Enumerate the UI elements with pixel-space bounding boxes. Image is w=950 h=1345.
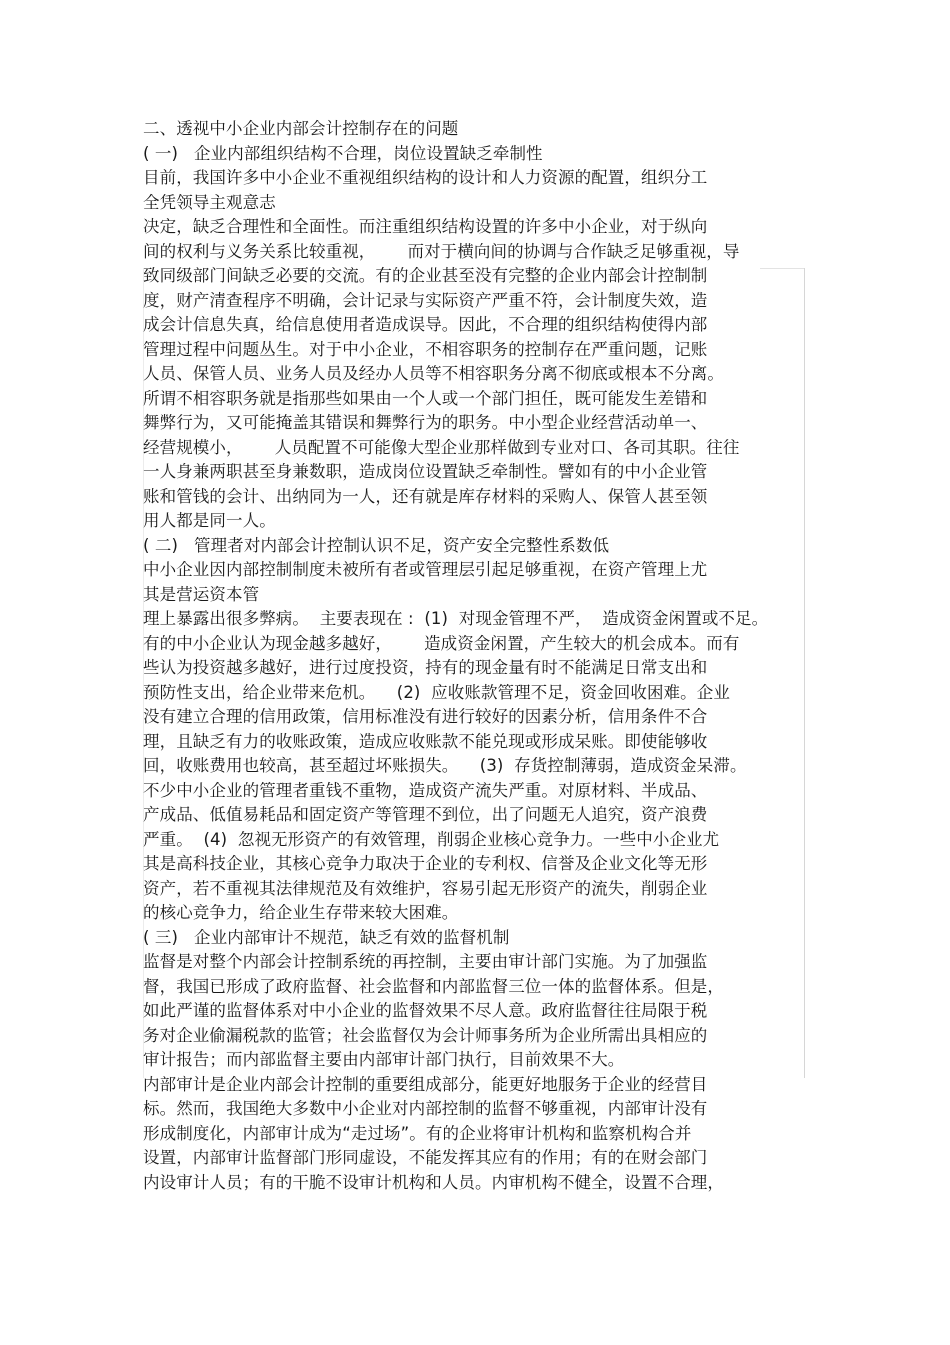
text-line: 成会计信息失真，给信息使用者造成误导。因此，不合理的组织结构使得内部 xyxy=(143,315,708,334)
text-line: 监督是对整个内部会计控制系统的再控制，主要由审计部门实施。为了加强监 xyxy=(143,952,708,971)
text-line: ( 一) 企业内部组织结构不合理，岗位设置缺乏牵制性 xyxy=(143,143,543,163)
text-line: 设置，内部审计监督部门形同虚设，不能发挥其应有的作用；有的在财会部门 xyxy=(143,1148,708,1167)
text-line: 内部审计是企业内部会计控制的重要组成部分，能更好地服务于企业的经营目 xyxy=(143,1074,708,1094)
text-line: 间的权利与义务关系比较重视， 而对于横向间的协调与合作缺乏足够重视，导 xyxy=(143,241,740,261)
text-line: 理上暴露出很多弊病。 主要表现在 : (1) 对现金管理不严， 造成资金闲置或不足。 xyxy=(143,609,769,628)
text-line: 内设审计人员；有的干脆不设审计机构和人员。内审机构不健全，设置不合理， xyxy=(143,1172,724,1192)
text-line: ( 二) 管理者对内部会计控制认识不足，资产安全完整性系数低 xyxy=(143,535,610,555)
text-line: 形成制度化，内部审计成为“走过场”。有的企业将审计机构和监察机构合并 xyxy=(143,1123,692,1143)
text-line: 资产，若不重视其法律规范及有效维护，容易引起无形资产的流失，削弱企业 xyxy=(143,878,708,898)
text-line: 督，我国已形成了政府监督、社会监督和内部监督三位一体的监督体系。但是， xyxy=(143,976,724,996)
text-line: 所谓不相容职务就是指那些如果由一个人或一个部门担任，既可能发生差错和 xyxy=(143,388,708,408)
text-line: 二、透视中小企业内部会计控制存在的问题 xyxy=(143,119,459,138)
text-line: 用人都是同一人。 xyxy=(143,511,276,530)
text-line: 的核心竞争力，给企业生存带来较大困难。 xyxy=(143,903,459,922)
text-line: 其是营运资本管 xyxy=(143,584,260,604)
text-line: 舞弊行为，又可能掩盖其错误和舞弊行为的职务。中小型企业经营活动单一、 xyxy=(143,413,708,432)
text-line: 度，财产清查程序不明确，会计记录与实际资产严重不符，会计制度失效，造 xyxy=(143,290,708,310)
text-line: 如此严谨的监督体系对中小企业的监督效果不尽人意。政府监督往往局限于税 xyxy=(143,1001,708,1020)
text-line: 经营规模小， 人员配置不可能像大型企业那样做到专业对口、各司其职。往往 xyxy=(143,437,740,457)
text-line: 中小企业因内部控制制度未被所有者或管理层引起足够重视，在资产管理上尤 xyxy=(143,560,708,579)
text-line: 有的中小企业认为现金越多越好， 造成资金闲置，产生较大的机会成本。而有 xyxy=(143,633,740,653)
text-line: 账和管钱的会计、出纳同为一人，还有就是库存材料的采购人、保管人甚至领 xyxy=(143,486,708,506)
text-line: 目前，我国许多中小企业不重视组织结构的设计和人力资源的配置，组织分工 xyxy=(143,168,708,187)
text-line: 些认为投资越多越好，进行过度投资，持有的现金量有时不能满足日常支出和 xyxy=(143,658,708,677)
text-line: 一人身兼两职甚至身兼数职，造成岗位设置缺乏牵制性。譬如有的中小企业管 xyxy=(143,462,708,481)
text-line: 管理过程中问题丛生。对于中小企业，不相容职务的控制存在严重问题，记账 xyxy=(143,339,708,359)
text-line: 没有建立合理的信用政策，信用标准没有进行较好的因素分析，信用条件不合 xyxy=(143,707,708,726)
text-line: 审计报告；而内部监督主要由内部审计部门执行，目前效果不大。 xyxy=(143,1050,625,1069)
text-line: 回，收账费用也较高，甚至超过坏账损失。 (3) 存货控制薄弱，造成资金呆滞。 xyxy=(143,756,747,775)
text-line: 致同级部门间缺乏必要的交流。有的企业甚至没有完整的企业内部会计控制制 xyxy=(143,266,708,285)
text-line: 决定，缺乏合理性和全面性。而注重组织结构设置的许多中小企业，对于纵向 xyxy=(143,217,708,236)
text-line: 其是高科技企业，其核心竞争力取决于企业的专利权、信誉及企业文化等无形 xyxy=(143,854,708,873)
text-line: 严重。 (4) 忽视无形资产的有效管理，削弱企业核心竞争力。一些中小企业尤 xyxy=(143,829,720,849)
text-line: 理，且缺乏有力的收账政策，造成应收账款不能兑现或形成呆账。即使能够收 xyxy=(143,731,708,751)
text-line: ( 三) 企业内部审计不规范，缺乏有效的监督机制 xyxy=(143,927,510,947)
text-line: 标。然而，我国绝大多数中小企业对内部控制的监督不够重视，内部审计没有 xyxy=(143,1099,708,1118)
text-line: 不少中小企业的管理者重钱不重物，造成资产流失严重。对原材料、半成品、 xyxy=(143,780,708,800)
text-line: 预防性支出，给企业带来危机。 (2) 应收账款管理不足，资金回收困难。企业 xyxy=(143,682,730,702)
text-line: 务对企业偷漏税款的监管；社会监督仅为会计师事务所为企业所需出具相应的 xyxy=(143,1025,708,1045)
text-line: 产成品、低值易耗品和固定资产等管理不到位，出了问题无人追究，资产浪费 xyxy=(143,805,708,824)
text-line: 全凭领导主观意志 xyxy=(143,192,276,212)
document-body xyxy=(143,117,823,1195)
text-line: 人员、保管人员、业务人员及经办人员等不相容职务分离不彻底或根本不分离。 xyxy=(143,364,724,383)
